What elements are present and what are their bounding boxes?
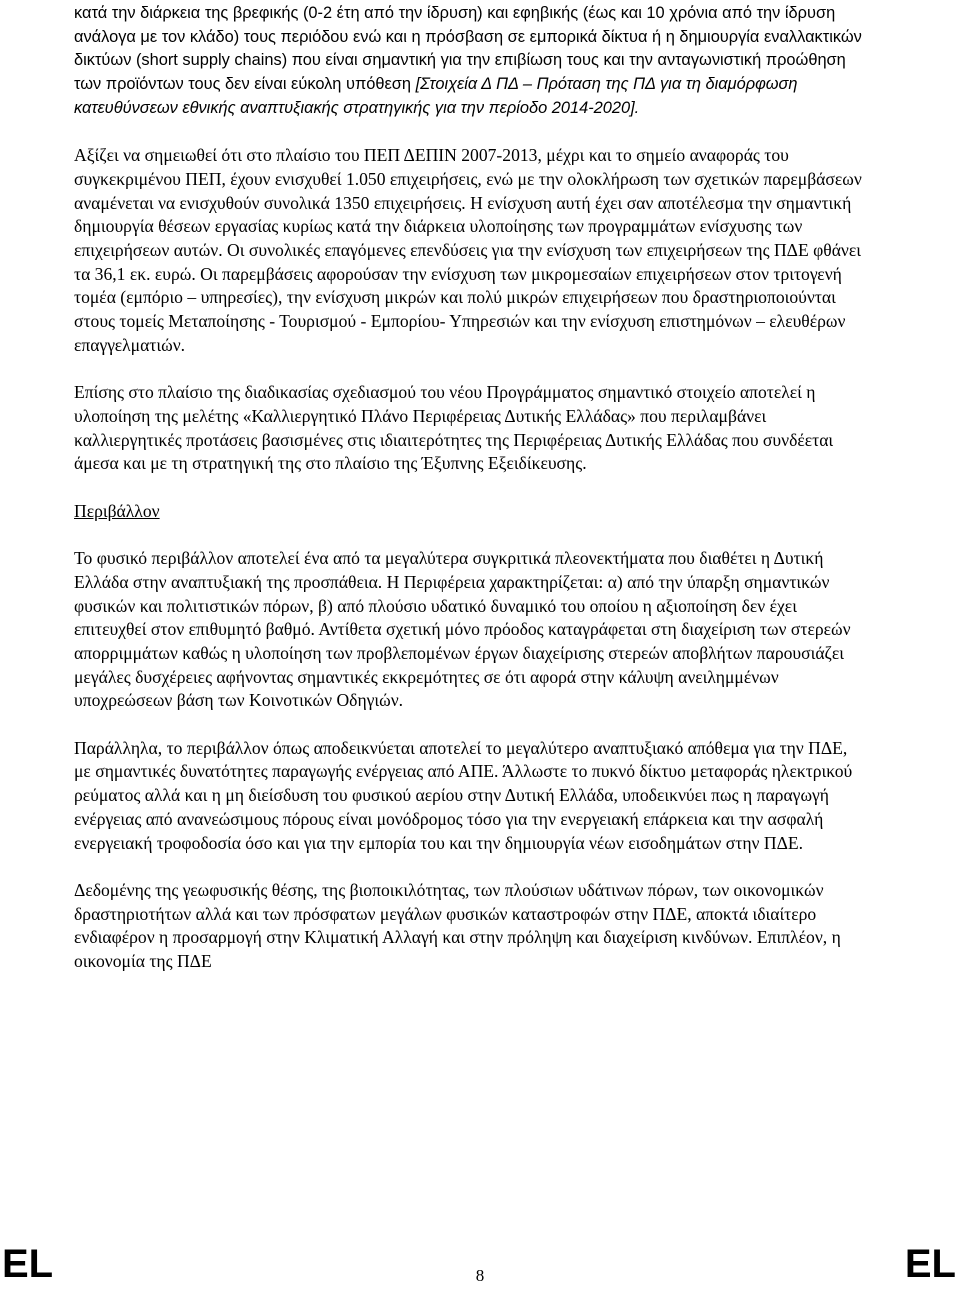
paragraph-gap [74,476,864,500]
paragraph-gap [74,523,864,547]
paragraph-cultivation-plan: Επίσης στο πλαίσιο της διαδικασίας σχεδιασμού του νέου Προγράμματος σημαντικό στοιχείο αποτελεί η υλοποίηση της μελέτης «Καλλιεργητικό Πλάνο Περιφέρειας Δυτικής Ελλάδας» που περιλαμβάνει καλλιεργητικές προτάσεις βασισμένες στις ιδιαιτερότητες της Περιφέρειας Δυτικής Ελλάδας που συνδέεται άμεσα και με τη στρατηγική της στο πλαίσιο της Έξυπνης Εξειδίκευσης. [74,382,834,474]
paragraph-pep-depin: Αξίζει να σημειωθεί ότι στο πλαίσιο του ΠΕΠ ΔΕΠΙΝ 2007-2013, μέχρι και το σημείο αναφοράς του συγκεκριμένου ΠΕΠ, έχουν ενισχυθεί 1.050 επιχειρήσεις, ενώ με την ολοκλήρωση των σχετικών παρεμβάσεων αναμένεται να ενισχυθούν συνολικά 1350 επιχειρήσεις. Η ενίσχυση αυτή έχει σαν αποτέλεσμα την σημαντική δημιουργία θέσεων εργασίας κυρίως κατά την διάρκεια υλοποίησης των προγραμμάτων ενίσχυσης των επιχειρήσεων αυτών. Οι συνολικές επαγόμενες επενδύσεις για την ενίσχυση των επιχειρήσεων της ΠΔΕ φθάνει τα 36,1 εκ. ευρώ. Οι παρεμβάσεις αφορούσαν την ενίσχυση των μικρομεσαίων επιχειρήσεων στον τριτογενή τομέα (εμπόριο – υπηρεσίες), την ενίσχυση μικρών και πολύ μικρών επιχειρήσεων που δραστηριοποιούνται στους τομείς Μεταποίησης - Τουρισμού - Εμπορίου- Υπηρεσιών και την ενίσχυση επιστημόνων – ελευθέρων επαγγελματιών. [74,145,862,355]
paragraph-natural-environment: Το φυσικό περιβάλλον αποτελεί ένα από τα μεγαλύτερα συγκριτικά πλεονεκτήματα που διαθέτει η Δυτική Ελλάδα στην αναπτυξιακή της προσπάθεια. Η Περιφέρεια χαρακτηρίζεται: α) από την ύπαρξη σημαντικών φυσικών και πολιτιστικών πόρων, β) από πλούσιο υδατικό δυναμικό του οποίου η αξιοποίηση δεν έχει επιτευχθεί στον επιθυμητό βαθμό. Αντίθετα σχετική μόνο πρόοδος καταγράφεται στη διαχείριση των στερεών απορριμμάτων καθώς η υλοποίηση των προβλεπομένων έργων διαχείρισης στερεών αποβλήτων παρουσιάζει μεγάλες δυσχέρειες αφήνοντας σημαντικές εκκρεμότητες σε ότι αφορά στην κάλυψη ανειλημμένων υποχρεώσεων βάση των Κοινοτικών Οδηγιών. [74,548,851,711]
paragraph-smes-citation: [Στοιχεία Δ ΠΔ – Πρόταση της ΠΔ για τη διαμόρφωση κατευθύνσεων εθνικής αναπτυξιακής στρατηγικής για την περίοδο 2014-2020]. [74,75,798,117]
paragraph-renewable-energy: Παράλληλα, το περιβάλλον όπως αποδεικνύεται αποτελεί το μεγαλύτερο αναπτυξιακό απόθεμα για την ΠΔΕ, με σημαντικές δυνατότητες παραγωγής ενέργειας από ΑΠΕ. Άλλωστε το πυκνό δίκτυο μεταφοράς ηλεκτρικού ρεύματος αλλά και η μη διείσδυση του φυσικού αερίου στην Δυτική Ελλάδα, υποδεικνύει πως η παραγωγή ενέργειας από ανανεώσιμους πόρους είναι μονόδρομος τόσο για την ενεργειακή επάρκεια και την ασφαλή ενεργειακή τροφοδοσία όσο και για την εμπορία του και την δημιουργία νέων εισοδημάτων στην ΠΔΕ. [74,737,853,853]
footer-language-code-left: EL [2,1242,54,1286]
paragraph-gap [74,713,864,737]
footer-language-code-right: EL [904,1242,956,1286]
paragraph-gap [74,121,864,145]
document-page [74,0,864,974]
paragraph-climate-change: Δεδομένης της γεωφυσικής θέσης, της βιοποικιλότητας, των πλούσιων υδάτινων πόρων, των οικονομικών δραστηριοτήτων αλλά και των πρόσφατων μεγάλων φυσικών καταστροφών στην ΠΔΕ, αποκτά ιδιαίτερο ενδιαφέρον η προσαρμογή στην Κλιματική Αλλαγή και στην πρόληψη και διαχείριση κινδύνων. Επιπλέον, η οικονομία της ΠΔΕ [74,879,841,972]
paragraph-smes-text: κατά την διάρκεια της βρεφικής (0-2 έτη από την ίδρυση) και εφηβικής (έως και 10 χρόνια από την ίδρυση ανάλογα με τον κλάδο) τους περιόδου ενώ και η πρόσβαση σε εμπορικά δίκτυα ή η δημιουργία εναλλακτικών δικτύων (short supply chains) που είναι σημαντική για την επιβίωση τους και την ανταγωνιστική προώθηση των προϊόντων τους δεν είναι εύκολη υπόθεση [74,4,862,94]
paragraph-gap [74,358,864,382]
section-heading-environment: Περιβάλλον [74,500,160,521]
paragraph-smes-access [74,2,864,121]
page-number: 8 [475,1266,485,1285]
paragraph-gap [74,855,864,879]
